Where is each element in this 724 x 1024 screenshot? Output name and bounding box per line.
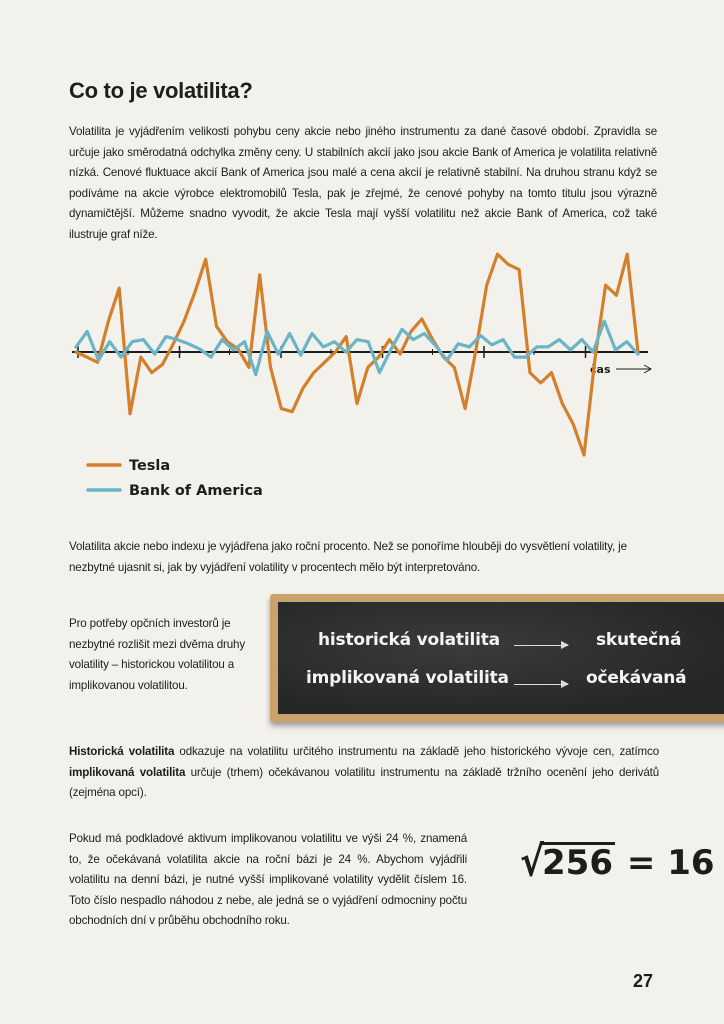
sqrt-formula bbox=[520, 838, 715, 887]
page-title: Co to je volatilita? bbox=[69, 78, 253, 103]
formula-result: 16 bbox=[667, 843, 715, 883]
percent-paragraph: Volatilita akcie nebo indexu je vyjádřena jako roční procento. Než se ponoříme hlouběji do vysvětlení volatility, je nezbytné ujasnit si, jak by vyjádření volatility v procentech mělo být interpretováno. bbox=[69, 540, 627, 574]
arrow-icon bbox=[514, 645, 568, 646]
chalkboard-surface bbox=[278, 602, 724, 714]
bold-historical: Historická volatilita bbox=[69, 745, 175, 758]
intro-paragraph: Volatilita je vyjádřením velikosti pohybu ceny akcie nebo jiného instrumentu za dané časové období. Zpravidla se určuje jako směrodatná odchylka změny ceny. U stabilních akcií jako jsou akcie Bank of America je volatilita relativně nízká. Cenové fluktuace akcií Bank of America jsou malé a cena akcií je relativně stabilní. Na druhou stranu když se podíváme na akcie výrobce elektromobilů Tesla, pak je zřejmé, že cenové pohyby na tomto titulu jsou výrazně dynamičtější. Můžeme snadno vyvodit, že akcie Tesla mají vyšší volatilitu než akcie Bank of America, což také ilustruje graf níže. bbox=[69, 125, 657, 241]
daily-volatility-paragraph: Pokud má podkladové aktivum implikovanou volatilitu ve výši 24 %, znamená to, že očekávaná volatilita akcie na roční bázi je 24 %. Abychom vyjádřili volatilitu na denní bázi, je nutné vyšší implikované volatility vydělit číslem 16. Toto číslo nespadlo náhodou z nebe, ale jedná se o vyjádření odmocniny počtu obchodních dní v průběhu obchodního roku. bbox=[69, 832, 467, 927]
definition-text-1: odkazuje na volatilitu určitého instrumentu na základě jeho historického vývoje cen, zatímco bbox=[174, 745, 659, 758]
formula-radicand: 256 bbox=[542, 843, 613, 883]
chalk-historical: historická volatilita bbox=[318, 630, 500, 650]
legend-label: Tesla bbox=[129, 458, 171, 474]
investor-paragraph: Pro potřeby opčních investorů je nezbytné rozlišit mezi dvěma druhy volatility – historickou volatilitou a implikovanou volatilitou. bbox=[69, 617, 245, 692]
chalkboard bbox=[270, 594, 724, 722]
legend-label: Bank of America bbox=[129, 483, 263, 499]
formula-equals: = bbox=[626, 843, 656, 883]
x-axis-label: čas bbox=[590, 363, 611, 376]
series-line-tesla bbox=[76, 254, 638, 455]
arrow-icon bbox=[514, 684, 568, 685]
bold-implied: implikovaná volatilita bbox=[69, 765, 186, 779]
sqrt-icon: √ bbox=[520, 838, 545, 887]
chalk-implied: implikovaná volatilita bbox=[306, 668, 509, 688]
page-number: 27 bbox=[633, 971, 654, 991]
definition-text-2: určuje (trhem) očekávanou volatilitu instrumentu na základě tržního ocenění jeho derivátů (zejména opcí). bbox=[69, 765, 660, 799]
chalk-actual: skutečná bbox=[596, 630, 682, 650]
definition-paragraph bbox=[69, 742, 659, 804]
chalk-expected: očekávaná bbox=[586, 668, 687, 688]
